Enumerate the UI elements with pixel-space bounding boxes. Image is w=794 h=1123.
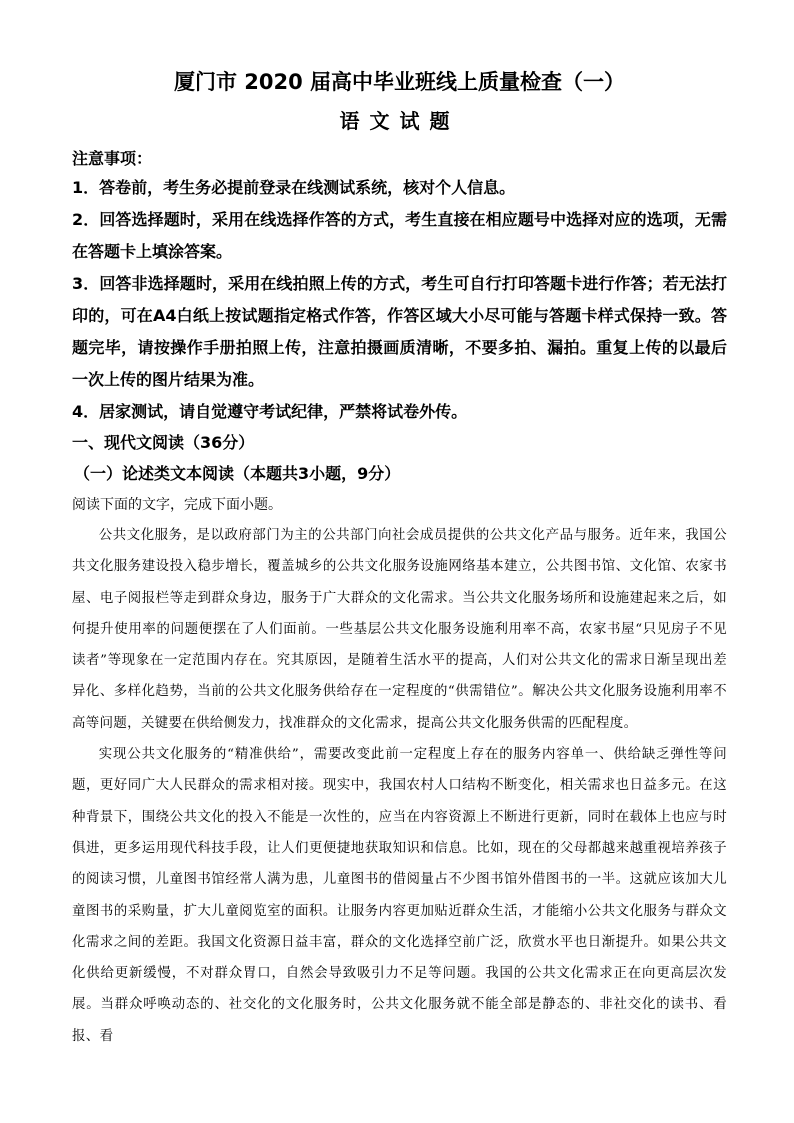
subsection-heading: （一）论述类文本阅读（本题共3小题，9分） <box>74 464 401 483</box>
reading-passage <box>72 520 727 1052</box>
notice-item-3: 3．回答非选择题时，采用在线拍照上传的方式，考生可自行打印答题卡进行作答；若无法打印的，可在A4白纸上按试题指定格式作答，作答区域大小尽可能与答题卡样式保持一致。答题完毕，请按操作手册拍照上传，注意拍摄画质清晰，不要多拍、漏拍。重复上传的以最后一次上传的图片结果为准。 <box>72 274 727 389</box>
exam-page <box>72 66 727 1052</box>
reading-instruction: 阅读下面的文字，完成下面小题。 <box>72 497 282 513</box>
notice-list <box>72 172 727 428</box>
notice-block <box>72 146 727 428</box>
notice-heading: 注意事项： <box>72 149 153 168</box>
notice-item-1: 1．答卷前，考生务必提前登录在线测试系统，核对个人信息。 <box>72 178 516 197</box>
passage-paragraph-2: 实现公共文化服务的“精准供给”，需要改变此前一定程度上存在的服务内容单一、供给缺乏弹性等问题，更好同广大人民群众的需求相对接。现实中，我国农村人口结构不断变化，相关需求也日益多元。在这种背景下，围绕公共文化的投入不能是一次性的，应当在内容资源上不断进行更新，同时在载体上也应与时俱进，更多运用现代科技手段，让人们更便捷地获取知识和信息。比如，现在的父母都越来越重视培养孩子的阅读习惯，儿童图书馆经常人满为患，儿童图书的借阅量占不少图书馆外借图书的一半。这就应该加大儿童图书的采购量，扩大儿童阅览室的面积。让服务内容更加贴近群众生活，才能缩小公共文化服务与群众文化需求之间的差距。我国文化资源日益丰富，群众的文化选择空前广泛，欣赏水平也日渐提升。如果公共文化供给更新缓慢，不对群众胃口，自然会导致吸引力不足等问题。我国的公共文化需求正在向更高层次发展。当群众呼唤动态的、社交化的文化服务时，公共文化服务就不能全部是静态的、非社交化的读书、看报、看 <box>72 747 727 1044</box>
section-heading: 一、现代文阅读（36分） <box>72 433 255 452</box>
notice-item-2: 2．回答选择题时，采用在线选择作答的方式，考生直接在相应题号中选择对应的选项，无需在答题卡上填涂答案。 <box>72 210 727 261</box>
passage-paragraph-1: 公共文化服务，是以政府部门为主的公共部门向社会成员提供的公共文化产品与服务。近年来，我国公共文化服务建设投入稳步增长，覆盖城乡的公共文化服务设施网络基本建立，公共图书馆、文化馆、农家书屋、电子阅报栏等走到群众身边，服务于广大群众的文化需求。当公共文化服务场所和设施建起来之后，如何提升使用率的问题便摆在了人们面前。一些基层公共文化服务设施利用率不高，农家书屋“只见房子不见读者”等现象在一定范围内存在。究其原因，是随着生活水平的提高，人们对公共文化的需求日渐呈现出差异化、多样化趋势，当前的公共文化服务供给存在一定程度的“供需错位”。解决公共文化服务设施利用率不高等问题，关键要在供给侧发力，找准群众的文化需求，提高公共文化服务供需的匹配程度。 <box>72 528 727 731</box>
exam-subtitle: 语文试题 <box>339 109 460 133</box>
notice-item-4: 4．居家测试，请自觉遵守考试纪律，严禁将试卷外传。 <box>72 402 468 421</box>
exam-title: 厦门市 2020 届高中毕业班线上质量检查（一） <box>173 70 626 94</box>
